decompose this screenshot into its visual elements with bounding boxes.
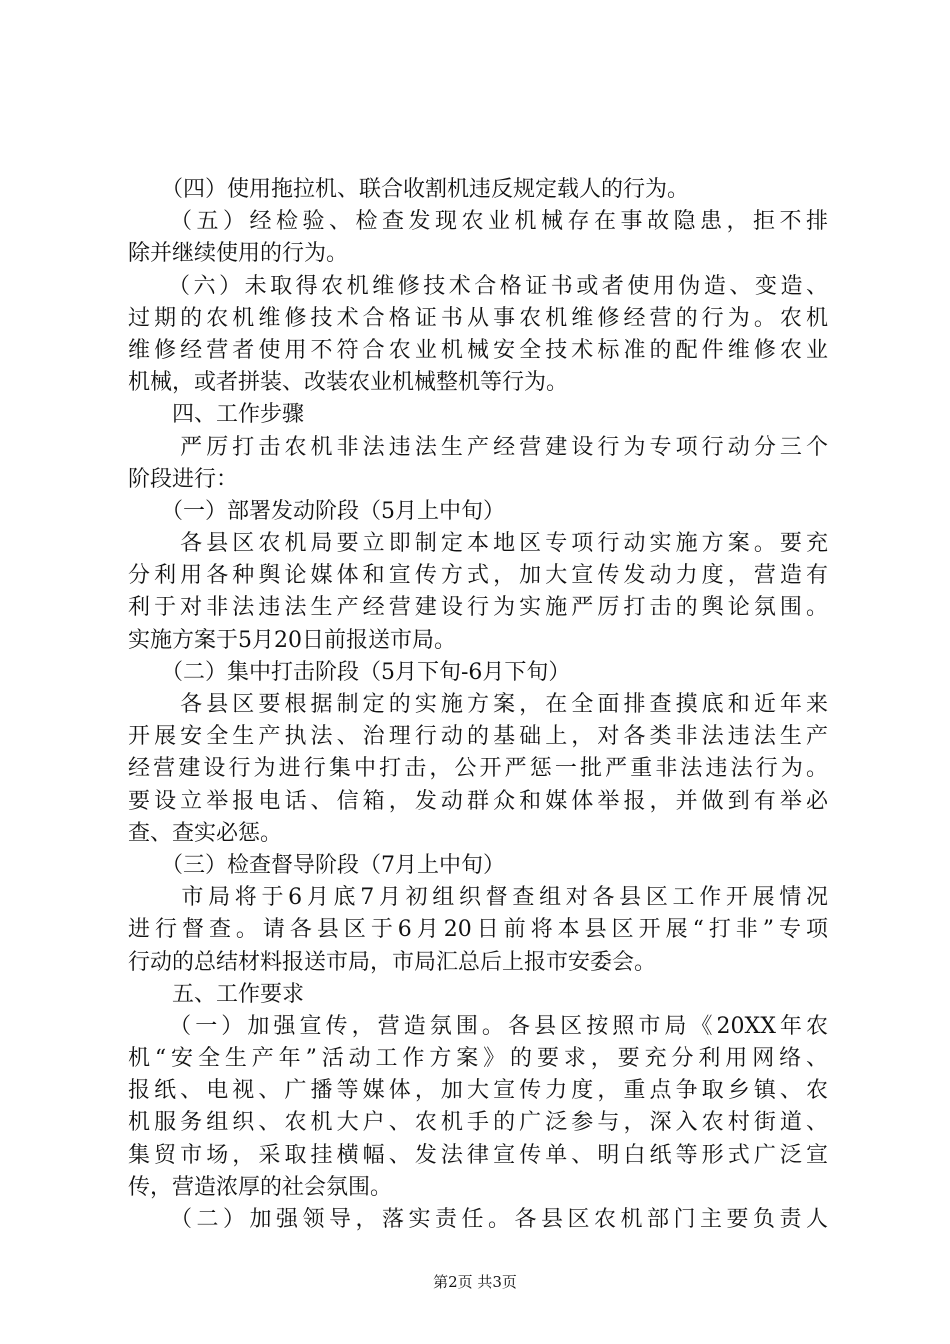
subsection-heading: （三）检查督导阶段（7月上中旬）: [128, 852, 505, 878]
text-line: 过期的农机维修技术合格证书从事农机维修经营的行为。农机: [128, 305, 828, 331]
section-heading: 四、工作步骤: [128, 402, 305, 428]
text-line: 进行督查。请各县区于6月20日前将本县区开展“打非”专项: [128, 917, 828, 943]
text-line: 开展安全生产执法、治理行动的基础上，对各类非法违法生产: [128, 724, 828, 750]
page-number-footer: 第2页 共3页: [433, 1273, 517, 1291]
text-line: 机械，或者拼装、改装农业机械整机等行为。: [128, 370, 569, 396]
text-line: 实施方案于5月20日前报送市局。: [128, 627, 456, 653]
document-body: [128, 174, 828, 1236]
text-line: 查、查实必惩。: [128, 820, 283, 846]
text-line: 维修经营者使用不符合农业机械安全技术标准的配件维修农业: [128, 337, 828, 363]
text-line: 分利用各种舆论媒体和宣传方式，加大宣传发动力度，营造有: [128, 563, 828, 589]
text-line: 严厉打击农机非法违法生产经营建设行为专项行动分三个: [128, 434, 828, 460]
text-line: 利于对非法违法生产经营建设行为实施严厉打击的舆论氛围。: [128, 595, 828, 621]
text-line: 阶段进行：: [128, 466, 239, 492]
text-line: 机“安全生产年”活动工作方案》的要求，要充分利用网络、: [128, 1046, 828, 1072]
text-line: 行动的总结材料报送市局，市局汇总后上报市安委会。: [128, 949, 657, 975]
text-line: 集贸市场，采取挂横幅、发法律宣传单、明白纸等形式广泛宣: [128, 1142, 828, 1168]
text-line: 除并继续使用的行为。: [128, 241, 349, 267]
text-line: 各县区要根据制定的实施方案，在全面排查摸底和近年来: [128, 692, 828, 717]
text-line: 各县区农机局要立即制定本地区专项行动实施方案。要充: [128, 531, 828, 557]
section-heading: 五、工作要求: [128, 981, 305, 1007]
text-line: 市局将于6月底7月初组织督查组对各县区工作开展情况: [128, 885, 828, 911]
text-line: （一）加强宣传，营造氛围。各县区按照市局《20XX年农: [128, 1013, 828, 1039]
text-line: 报纸、电视、广播等媒体，加大宣传力度，重点争取乡镇、农: [128, 1078, 828, 1104]
subsection-heading: （一）部署发动阶段（5月上中旬）: [128, 498, 505, 524]
text-line: 要设立举报电话、信箱，发动群众和媒体举报，并做到有举必: [128, 788, 828, 814]
subsection-heading: （二）集中打击阶段（5月下旬-6月下旬）: [128, 659, 571, 685]
text-line: （六）未取得农机维修技术合格证书或者使用伪造、变造、: [128, 273, 828, 299]
text-line: 经营建设行为进行集中打击，公开严惩一批严重非法违法行为。: [128, 756, 828, 782]
text-line: （四）使用拖拉机、联合收割机违反规定载人的行为。: [128, 177, 690, 202]
text-line: （五）经检验、检查发现农业机械存在事故隐患，拒不排: [128, 209, 828, 235]
text-line: 机服务组织、农机大户、农机手的广泛参与，深入农村街道、: [128, 1110, 828, 1136]
text-line: 传，营造浓厚的社会氛围。: [128, 1174, 393, 1200]
text-line: （二）加强领导，落实责任。各县区农机部门主要负责人: [128, 1207, 828, 1232]
